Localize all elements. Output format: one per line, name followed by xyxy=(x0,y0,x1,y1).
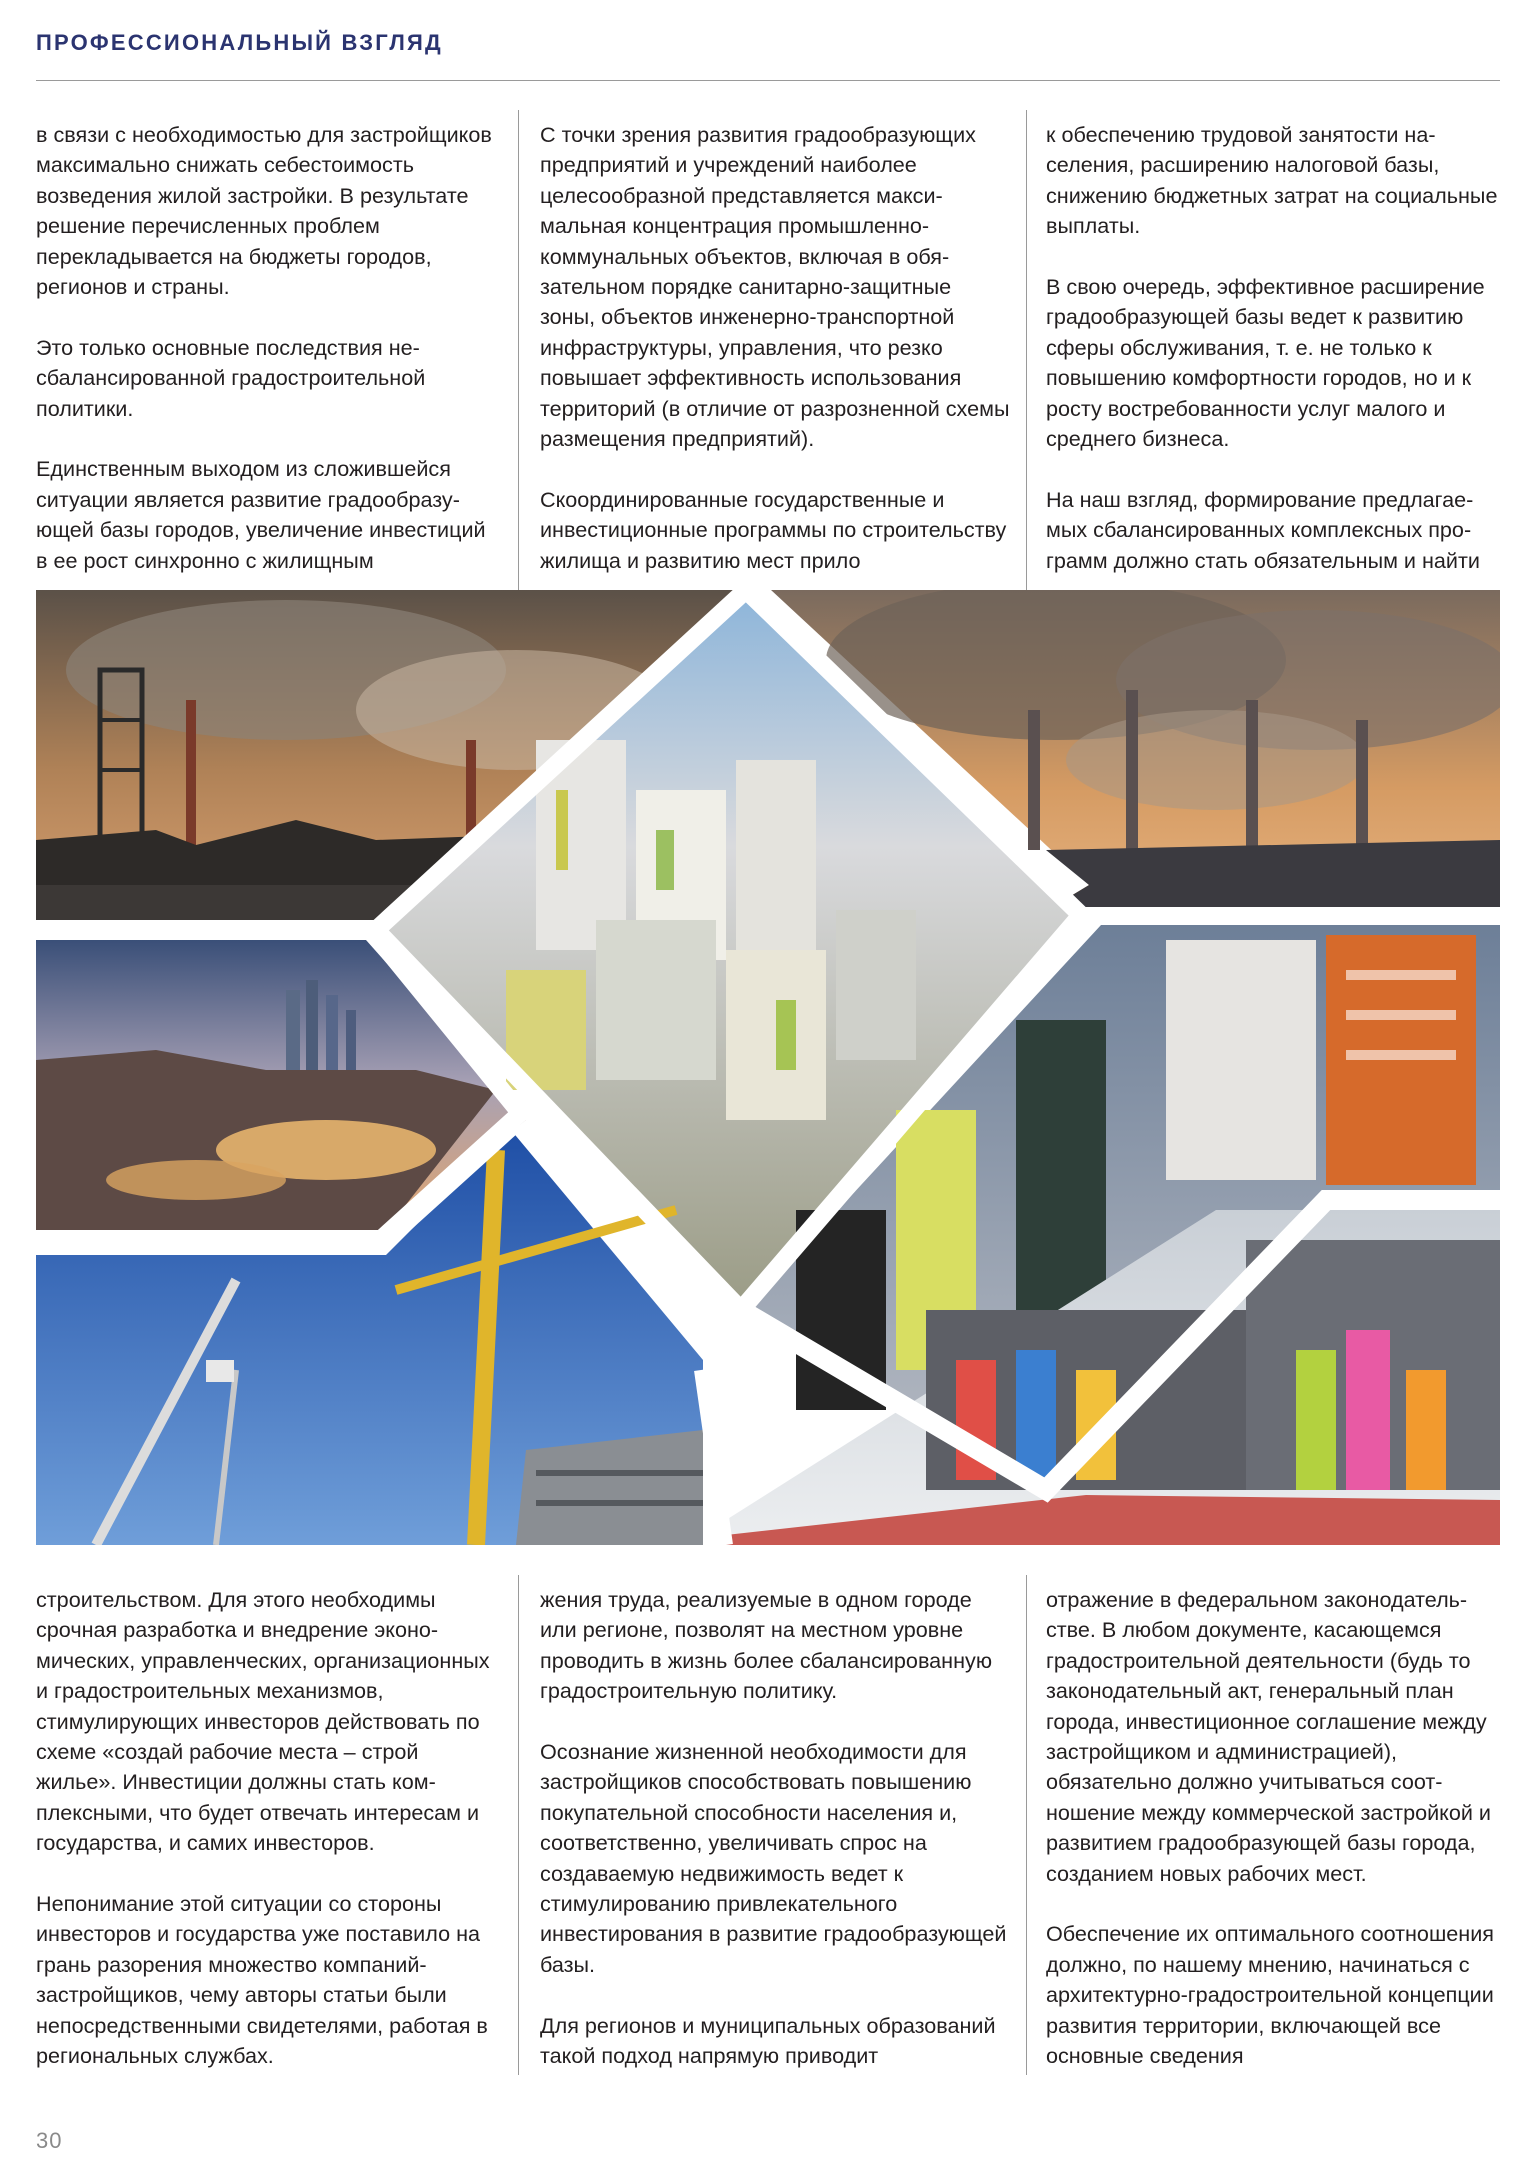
column-divider xyxy=(518,110,519,590)
paragraph: Это только основные последствия несбалансированной градостроительной политики. xyxy=(36,334,426,421)
column-top-1 xyxy=(36,120,496,590)
column-bottom-1 xyxy=(36,1585,496,2069)
paragraph: С точки зрения развития градообразующих предприятий и учреждений наиболее целесообразной представляется максимальная концентрация промышленно-коммунальных объектов, включая в обязательном порядке санитарно-защитные зоны, объектов инженерно-транспортной инфраструктуры, управления, что резко повышает эффективность использования территорий (в отличие от разрозненной схемы размещения предприятий). xyxy=(540,122,1010,452)
paragraph: строительством. Для этого необходимы срочная разработка и внедрение экономических, управленческих, организационных и градостроительных механизмов, стимулирующих инвесторов действовать по схеме «создай рабочие места – строй жилье». Инвестиции должны стать комплексными, что будет отвечать интересам и государства, и самих инвесторов. xyxy=(36,1587,490,1856)
paragraph: к обеспечению трудовой занятости населения, расширению налоговой базы, снижению бюджетных затрат на социальные выплаты. xyxy=(1046,122,1498,239)
header-divider xyxy=(36,80,1500,81)
paragraph: отражение в федеральном законодательстве. В любом документе, касающемся градостроительной деятельности (будь то законодательный акт, генеральный план города, инвестиционное соглашение между застройщиком и администрацией), обязательно должно учитываться соотношение между коммерческой застройкой и развитием градообразующей базы города, созданием новых рабочих мест. xyxy=(1046,1587,1491,1886)
paragraph: В свою очередь, эффективное расширение градообразующей базы ведет к развитию сферы обслуживания, т. е. не только к повышению комфортности городов, но и к росту востребованности услуг малого и среднего бизнеса. xyxy=(1046,274,1485,452)
paragraph: На наш взгляд, формирование предлагаемых сбалансированных комплексных программ должно стать обязательным и найти xyxy=(1046,486,1480,573)
paragraph: Скоординированные государственные и инвестиционные программы по строительству жилища и развитию мест прило xyxy=(540,486,1007,573)
column-divider xyxy=(1026,110,1027,590)
paragraph: Единственным выходом из сложившейся ситуации является развитие градообразующей базы городов, увеличение инвестиций в ее рост синхронно с жилищным xyxy=(36,456,486,573)
paragraph: Обеспечение их оптимального соотношения должно, по нашему мнению, начинаться с архитектурно-градостроительной концепции развития территории, включающей все основные сведения xyxy=(1046,1921,1494,2069)
photo-collage xyxy=(36,590,1500,1545)
paragraph: жения труда, реализуемые в одном городе или регионе, позволят на местном уровне проводить в жизнь более сбалансированную градостроительную политику. xyxy=(540,1587,993,1704)
paragraph: Осознание жизненной необходимости для застройщиков способствовать повышению покупательной способности населения и, соответственно, увеличивать спрос на создаваемую недвижимость ведет к стимулированию привлекательного инвестирования в развитие градообразующей базы. xyxy=(540,1739,1007,1977)
page-number: 30 xyxy=(36,2128,63,2153)
column-divider xyxy=(518,1575,519,2075)
column-bottom-2 xyxy=(540,1585,1010,2069)
paragraph: Непонимание этой ситуации со стороны инвесторов и государства уже поставило на грань разорения множество компаний-застройщиков, чему авторы статьи были непосредственными свидетелями, работая в региональных службах. xyxy=(36,1891,488,2069)
paragraph: в связи с необходимостью для застройщиков максимально снижать себестоимость возведения жилой застройки. В результате решение перечисленных проблем перекладывается на бюджеты городов, регионов и страны. xyxy=(36,122,492,300)
paragraph: Для регионов и муниципальных образований такой подход напрямую приводит xyxy=(540,2012,996,2069)
column-top-3 xyxy=(1046,120,1506,590)
column-bottom-3 xyxy=(1046,1585,1506,2069)
section-title: ПРОФЕССИОНАЛЬНЫЙ ВЗГЛЯД xyxy=(36,30,443,55)
column-top-2 xyxy=(540,120,1010,590)
column-divider xyxy=(1026,1575,1027,2075)
